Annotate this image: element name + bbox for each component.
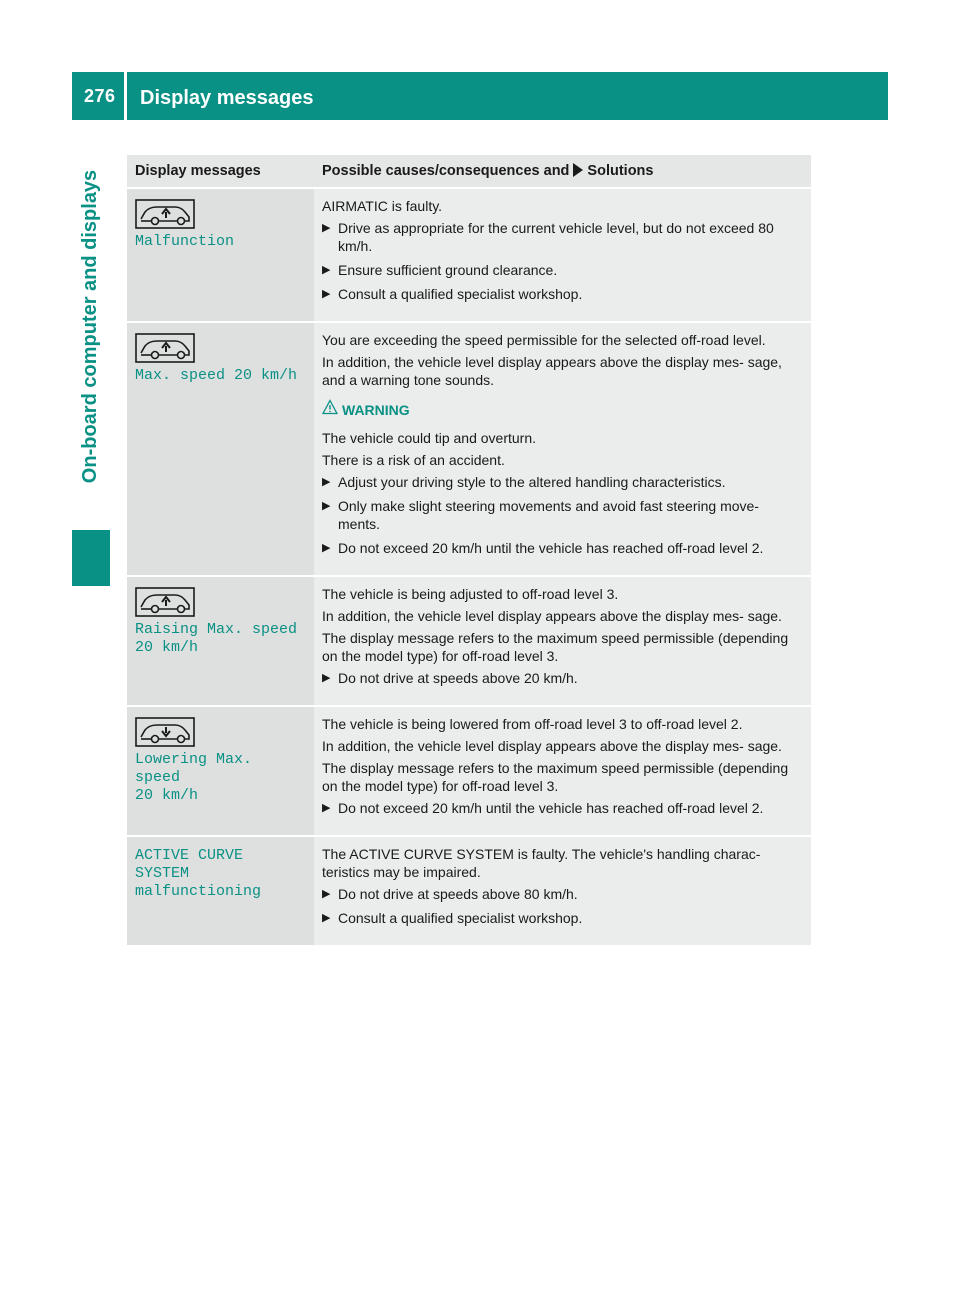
table-row xyxy=(127,188,811,322)
table-row xyxy=(127,836,811,946)
header-divider xyxy=(124,72,127,120)
display-message-text xyxy=(135,367,306,385)
arrow-right-icon xyxy=(573,163,583,177)
page-number: 276 xyxy=(84,86,116,106)
cause-text: In addition, the vehicle level display appears above the display mes- sage. xyxy=(322,738,782,754)
display-message-cell xyxy=(127,576,314,706)
display-message-text xyxy=(135,751,306,805)
display-message-cell xyxy=(127,188,314,322)
solution-step xyxy=(322,261,803,279)
column-header-solutions: Possible causes/consequences and Solutions xyxy=(314,155,811,188)
vehicle-level-raise-icon xyxy=(135,587,195,617)
display-message-line: Malfunction xyxy=(135,233,235,250)
cause-text: The ACTIVE CURVE SYSTEM is faulty. The vehicle's handling charac- teristics may be impaired. xyxy=(322,846,761,880)
warning-triangle-icon xyxy=(322,399,338,415)
cause-text: In addition, the vehicle level display appears above the display mes- sage, and a warning tone sounds. xyxy=(322,354,782,388)
warning-heading xyxy=(322,401,803,419)
messages-table xyxy=(127,155,811,947)
display-message-text xyxy=(135,233,306,251)
display-message-line: malfunctioning xyxy=(135,883,262,900)
step-arrow-icon: ▶ xyxy=(322,888,331,900)
solution-step-text: Drive as appropriate for the current vehicle level, but do not exceed 80 km/h. xyxy=(338,220,774,254)
solution-cell xyxy=(314,576,811,706)
display-message-text xyxy=(135,621,306,657)
solution-step xyxy=(322,539,803,557)
display-message-line: 20 km/h xyxy=(135,639,199,656)
warning-label: WARNING xyxy=(342,402,410,418)
column-header-display-messages: Display messages xyxy=(127,155,314,188)
display-message-cell xyxy=(127,322,314,576)
side-tab-label: On-board computer and displays xyxy=(79,169,102,483)
solution-step xyxy=(322,885,803,903)
cause-text: In addition, the vehicle level display appears above the display mes- sage. xyxy=(322,608,782,624)
solution-step xyxy=(322,219,803,255)
cause-text: You are exceeding the speed permissible for the selected off-road level. xyxy=(322,332,766,348)
warning-text: The vehicle could tip and overturn. xyxy=(322,430,537,446)
side-tab xyxy=(72,122,110,530)
step-arrow-icon: ▶ xyxy=(322,264,331,276)
solution-step-text: Ensure sufficient ground clearance. xyxy=(338,262,558,278)
page-title: Display messages xyxy=(140,87,314,109)
step-arrow-icon: ▶ xyxy=(322,802,331,814)
step-arrow-icon: ▶ xyxy=(322,288,331,300)
solution-step xyxy=(322,909,803,927)
side-tab-block xyxy=(72,530,110,586)
step-arrow-icon: ▶ xyxy=(322,672,331,684)
display-message-line: Raising Max. speed xyxy=(135,621,298,638)
solution-step-text: Consult a qualified specialist workshop. xyxy=(338,910,583,926)
display-message-cell xyxy=(127,836,314,946)
solution-cell xyxy=(314,836,811,946)
display-message-cell xyxy=(127,706,314,836)
display-message-text xyxy=(135,847,306,901)
vehicle-level-raise-icon xyxy=(135,199,195,229)
solution-step xyxy=(322,285,803,303)
cause-text: The display message refers to the maximum speed permissible (depending on the model type) for off-road level 3. xyxy=(322,630,789,664)
solution-step-text: Do not exceed 20 km/h until the vehicle has reached off-road level 2. xyxy=(338,800,764,816)
solution-step-text: Only make slight steering movements and avoid fast steering move- ments. xyxy=(338,498,759,532)
cause-text: AIRMATIC is faulty. xyxy=(322,198,443,214)
vehicle-level-raise-icon xyxy=(135,333,195,363)
table-row xyxy=(127,706,811,836)
solution-step-text: Adjust your driving style to the altered handling characteristics. xyxy=(338,474,726,490)
cause-text: The display message refers to the maximum speed permissible (depending on the model type) for off-road level 3. xyxy=(322,760,789,794)
warning-text: There is a risk of an accident. xyxy=(322,452,505,468)
solution-step xyxy=(322,497,803,533)
display-message-line: ACTIVE CURVE SYSTEM xyxy=(135,847,253,882)
solution-step-text: Do not drive at speeds above 20 km/h. xyxy=(338,670,578,686)
step-arrow-icon: ▶ xyxy=(322,912,331,924)
cause-text: The vehicle is being adjusted to off-road level 3. xyxy=(322,586,619,602)
display-message-line: Max. speed 20 km/h xyxy=(135,367,298,384)
step-arrow-icon: ▶ xyxy=(322,222,331,234)
solution-step-text: Do not drive at speeds above 80 km/h. xyxy=(338,886,578,902)
solution-step-text: Do not exceed 20 km/h until the vehicle has reached off-road level 2. xyxy=(338,540,764,556)
solution-step xyxy=(322,669,803,687)
solution-cell xyxy=(314,706,811,836)
solution-step xyxy=(322,799,803,817)
display-message-line: Lowering Max. speed xyxy=(135,751,262,786)
solution-cell xyxy=(314,322,811,576)
table-row xyxy=(127,576,811,706)
step-arrow-icon: ▶ xyxy=(322,500,331,512)
cause-text: The vehicle is being lowered from off-road level 3 to off-road level 2. xyxy=(322,716,743,732)
step-arrow-icon: ▶ xyxy=(322,542,331,554)
display-message-line: 20 km/h xyxy=(135,787,199,804)
solution-step xyxy=(322,473,803,491)
table-row xyxy=(127,322,811,576)
solution-cell xyxy=(314,188,811,322)
vehicle-level-lower-icon xyxy=(135,717,195,747)
step-arrow-icon: ▶ xyxy=(322,476,331,488)
solution-step-text: Consult a qualified specialist workshop. xyxy=(338,286,583,302)
table-header-row xyxy=(127,155,811,188)
